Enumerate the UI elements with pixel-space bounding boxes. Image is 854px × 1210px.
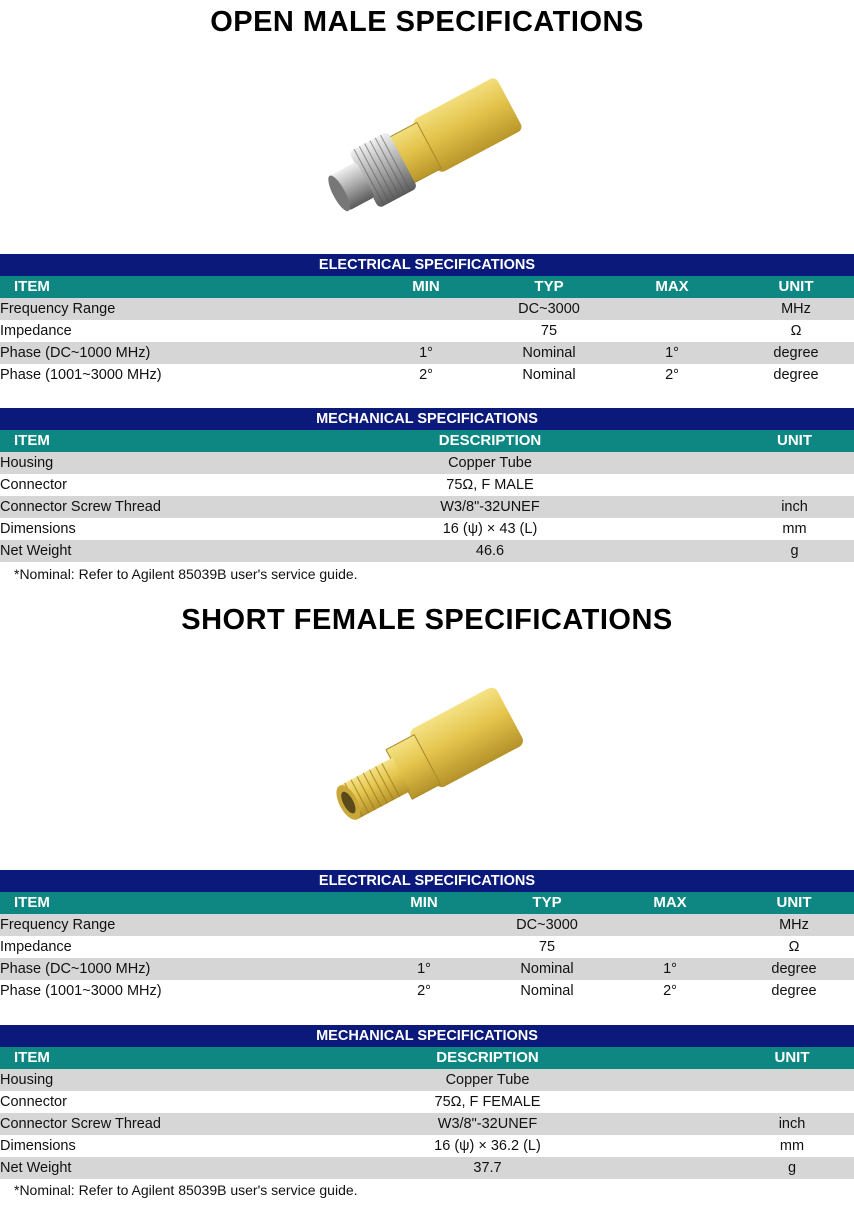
description-cell: Copper Tube (245, 452, 735, 474)
unit-cell: MHz (738, 298, 854, 320)
typ-cell: Nominal (492, 342, 606, 364)
max-cell (606, 936, 734, 958)
description-cell: 75Ω, F MALE (245, 474, 735, 496)
typ-cell: DC~3000 (488, 914, 606, 936)
col-max: MAX (606, 892, 734, 914)
unit-cell: degree (738, 364, 854, 386)
table-row (0, 1135, 854, 1157)
unit-cell: mm (735, 518, 854, 540)
footnote: *Nominal: Refer to Agilent 85039B user's service guide. (14, 566, 358, 582)
item-cell: Phase (1001~3000 MHz) (0, 364, 360, 386)
col-item: ITEM (0, 1047, 245, 1069)
short-female-mechanical-table (0, 1025, 854, 1179)
open-male-electrical-table (0, 254, 854, 386)
short-female-electrical-table (0, 870, 854, 1002)
table-row (0, 298, 854, 320)
open-male-connector-image (0, 55, 854, 255)
item-cell: Connector Screw Thread (0, 496, 245, 518)
item-cell: Housing (0, 452, 245, 474)
short-female-connector-image (0, 668, 854, 868)
unit-cell: inch (735, 496, 854, 518)
table-row (0, 936, 854, 958)
item-cell: Impedance (0, 936, 360, 958)
table-row (0, 958, 854, 980)
table-row (0, 1113, 854, 1135)
description-cell: W3/8"-32UNEF (245, 1113, 730, 1135)
unit-cell: g (730, 1157, 854, 1179)
max-cell (606, 320, 738, 342)
item-cell: Frequency Range (0, 298, 360, 320)
table-row (0, 1069, 854, 1091)
description-cell: 37.7 (245, 1157, 730, 1179)
unit-cell: Ω (734, 936, 854, 958)
min-cell: 1° (360, 342, 492, 364)
table-row (0, 474, 854, 496)
table-row (0, 320, 854, 342)
table-row (0, 1091, 854, 1113)
unit-cell: degree (734, 958, 854, 980)
min-cell (360, 914, 488, 936)
unit-cell (735, 452, 854, 474)
unit-cell: mm (730, 1135, 854, 1157)
typ-cell: Nominal (492, 364, 606, 386)
col-item: ITEM (0, 892, 360, 914)
col-unit: UNIT (735, 430, 854, 452)
typ-cell: Nominal (488, 958, 606, 980)
item-cell: Dimensions (0, 1135, 245, 1157)
table-row (0, 518, 854, 540)
col-typ: TYP (488, 892, 606, 914)
mechanical-heading: MECHANICAL SPECIFICATIONS (0, 408, 854, 430)
table-row (0, 364, 854, 386)
max-cell (606, 298, 738, 320)
description-cell: 46.6 (245, 540, 735, 562)
col-unit: UNIT (734, 892, 854, 914)
item-cell: Dimensions (0, 518, 245, 540)
description-cell: Copper Tube (245, 1069, 730, 1091)
unit-cell: inch (730, 1113, 854, 1135)
description-cell: 75Ω, F FEMALE (245, 1091, 730, 1113)
max-cell (606, 914, 734, 936)
max-cell: 1° (606, 342, 738, 364)
col-max: MAX (606, 276, 738, 298)
unit-cell: degree (738, 342, 854, 364)
item-cell: Phase (DC~1000 MHz) (0, 342, 360, 364)
table-row (0, 540, 854, 562)
max-cell: 1° (606, 958, 734, 980)
item-cell: Net Weight (0, 1157, 245, 1179)
typ-cell: 75 (492, 320, 606, 342)
item-cell: Connector Screw Thread (0, 1113, 245, 1135)
table-row (0, 496, 854, 518)
unit-cell (735, 474, 854, 496)
typ-cell: 75 (488, 936, 606, 958)
min-cell (360, 298, 492, 320)
max-cell: 2° (606, 364, 738, 386)
table-row (0, 914, 854, 936)
col-min: MIN (360, 276, 492, 298)
unit-cell: MHz (734, 914, 854, 936)
unit-cell (730, 1091, 854, 1113)
unit-cell: g (735, 540, 854, 562)
col-min: MIN (360, 892, 488, 914)
item-cell: Connector (0, 474, 245, 496)
item-cell: Housing (0, 1069, 245, 1091)
col-description: DESCRIPTION (245, 430, 735, 452)
table-row (0, 1157, 854, 1179)
unit-cell (730, 1069, 854, 1091)
item-cell: Frequency Range (0, 914, 360, 936)
min-cell: 1° (360, 958, 488, 980)
typ-cell: DC~3000 (492, 298, 606, 320)
unit-cell: degree (734, 980, 854, 1002)
page-title-open-male: OPEN MALE SPECIFICATIONS (210, 6, 644, 38)
page-title-short-female: SHORT FEMALE SPECIFICATIONS (181, 604, 673, 636)
col-item: ITEM (0, 276, 360, 298)
max-cell: 2° (606, 980, 734, 1002)
col-item: ITEM (0, 430, 245, 452)
description-cell: W3/8"-32UNEF (245, 496, 735, 518)
description-cell: 16 (ψ) × 43 (L) (245, 518, 735, 540)
min-cell: 2° (360, 364, 492, 386)
item-cell: Connector (0, 1091, 245, 1113)
item-cell: Phase (1001~3000 MHz) (0, 980, 360, 1002)
min-cell (360, 936, 488, 958)
col-description: DESCRIPTION (245, 1047, 730, 1069)
col-unit: UNIT (738, 276, 854, 298)
open-male-mechanical-table (0, 408, 854, 562)
table-row (0, 342, 854, 364)
item-cell: Impedance (0, 320, 360, 342)
col-unit: UNIT (730, 1047, 854, 1069)
description-cell: 16 (ψ) × 36.2 (L) (245, 1135, 730, 1157)
mechanical-heading: MECHANICAL SPECIFICATIONS (0, 1025, 854, 1047)
col-typ: TYP (492, 276, 606, 298)
min-cell: 2° (360, 980, 488, 1002)
footnote: *Nominal: Refer to Agilent 85039B user's service guide. (14, 1182, 358, 1198)
typ-cell: Nominal (488, 980, 606, 1002)
min-cell (360, 320, 492, 342)
item-cell: Net Weight (0, 540, 245, 562)
table-row (0, 452, 854, 474)
electrical-heading: ELECTRICAL SPECIFICATIONS (0, 870, 854, 892)
electrical-heading: ELECTRICAL SPECIFICATIONS (0, 254, 854, 276)
item-cell: Phase (DC~1000 MHz) (0, 958, 360, 980)
table-row (0, 980, 854, 1002)
unit-cell: Ω (738, 320, 854, 342)
